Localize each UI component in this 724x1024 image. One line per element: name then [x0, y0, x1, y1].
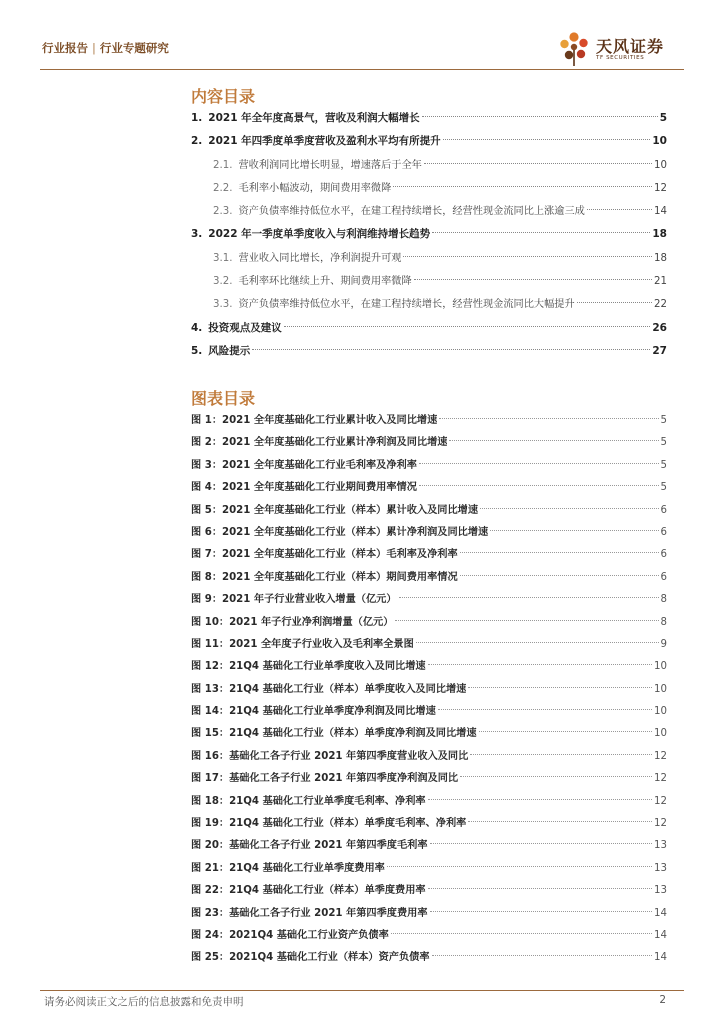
figure-leader-dots — [470, 754, 652, 755]
figure-leader-dots — [419, 485, 659, 486]
figure-item-title: 图 3：2021 全年度基础化工行业毛利率及净利率 — [191, 459, 417, 471]
figure-item-page: 10 — [654, 728, 667, 740]
figure-item-page: 10 — [654, 661, 667, 673]
figure-item-title: 图 10：2021 年子行业净利润增量（亿元） — [191, 616, 394, 628]
figure-item-title: 图 11：2021 全年度子行业收入及毛利率全景图 — [191, 638, 414, 650]
figure-item[interactable] — [191, 544, 667, 566]
toc-item-page: 18 — [654, 252, 667, 264]
toc-item[interactable] — [191, 130, 667, 153]
figure-item-title: 图 19：21Q4 基础化工行业（样本）单季度毛利率、净利率 — [191, 818, 467, 830]
toc-item-title: 营业收入同比增长，净利润提升可观 — [238, 252, 402, 264]
report-category — [42, 40, 169, 56]
page-number: 2 — [659, 994, 666, 1006]
figure-item[interactable] — [191, 835, 667, 857]
figure-item-title: 图 24：2021Q4 基础化工行业资产负债率 — [191, 929, 389, 941]
toc-item-page: 18 — [652, 228, 667, 241]
toc-item-title: 营收利润同比增长明显，增速落后于全年 — [238, 159, 422, 171]
figure-item-title: 图 20：基础化工各子行业 2021 年第四季度毛利率 — [191, 840, 428, 852]
toc-item[interactable] — [191, 223, 667, 246]
toc-leader-dots — [403, 256, 652, 257]
figure-leader-dots — [468, 687, 652, 688]
figure-item[interactable] — [191, 477, 667, 499]
figure-item-page: 5 — [660, 437, 667, 449]
toc-item[interactable] — [191, 270, 667, 293]
toc-item[interactable] — [191, 317, 667, 340]
figure-item-page: 13 — [654, 862, 667, 874]
toc-item-number: 2. — [191, 135, 203, 148]
figure-item[interactable] — [191, 567, 667, 589]
toc-item-page: 5 — [659, 112, 667, 124]
footer-disclaimer: 请务必阅读正文之后的信息披露和免责申明 — [44, 996, 244, 1008]
figure-item[interactable] — [191, 903, 667, 925]
figure-leader-dots — [430, 843, 652, 844]
figure-item-title: 图 14：21Q4 基础化工行业单季度净利润及同比增速 — [191, 706, 436, 718]
figure-item-page: 6 — [660, 504, 667, 516]
figure-item-page: 10 — [654, 706, 667, 718]
figure-item-page: 8 — [660, 594, 667, 606]
figure-leader-dots — [428, 664, 652, 665]
toc-leader-dots — [284, 326, 651, 327]
toc-title: 内容目录 — [191, 87, 256, 106]
toc-leader-dots — [393, 186, 652, 187]
figure-item-page: 10 — [654, 683, 667, 695]
figure-item-page: 14 — [654, 929, 667, 941]
figure-item[interactable] — [191, 791, 667, 813]
toc-item-number: 3.2. — [213, 276, 233, 288]
figure-item-title: 图 13：21Q4 基础化工行业（样本）单季度收入及同比增速 — [191, 683, 467, 695]
figure-item-title: 图 17：基础化工各子行业 2021 年第四季度净利润及同比 — [191, 773, 459, 785]
toc-item[interactable] — [191, 247, 667, 270]
figure-item[interactable] — [191, 455, 667, 477]
figure-leader-dots — [391, 933, 652, 934]
toc-item-number: 3.1. — [213, 252, 233, 264]
toc-item-page: 21 — [654, 276, 667, 288]
figure-item-page: 14 — [654, 907, 667, 919]
toc-item[interactable] — [191, 293, 667, 316]
toc-leader-dots — [432, 232, 650, 233]
figure-item-title: 图 1：2021 全年度基础化工行业累计收入及同比增速 — [191, 415, 438, 426]
figure-item-title: 图 21：21Q4 基础化工行业单季度费用率 — [191, 862, 385, 874]
figure-item[interactable] — [191, 634, 667, 656]
figure-item-title: 图 12：21Q4 基础化工行业单季度收入及同比增速 — [191, 661, 426, 673]
figure-item[interactable] — [191, 858, 667, 880]
figure-item-page: 13 — [654, 840, 667, 852]
figure-leader-dots — [395, 620, 658, 621]
figure-item-page: 8 — [660, 616, 667, 628]
figure-leader-dots — [438, 709, 652, 710]
figure-item-title: 图 23：基础化工各子行业 2021 年第四季度费用率 — [191, 907, 428, 919]
figure-leader-dots — [490, 530, 658, 531]
toc-item-page: 22 — [654, 299, 667, 311]
toc-item-page: 10 — [654, 159, 667, 171]
figure-item-page: 6 — [660, 549, 667, 561]
figure-item[interactable] — [191, 589, 667, 611]
figure-item[interactable] — [191, 432, 667, 454]
figure-item-page: 12 — [654, 773, 667, 785]
figure-item[interactable] — [191, 925, 667, 947]
toc-item-number: 3. — [191, 228, 203, 241]
toc-item-number: 1. — [191, 112, 203, 124]
figure-item-page: 5 — [660, 459, 667, 471]
figures-title: 图表目录 — [191, 389, 256, 408]
toc-item-number: 4. — [191, 321, 203, 334]
figure-item-page: 5 — [660, 415, 667, 426]
logo-flower-icon — [554, 28, 594, 68]
toc-item-page: 10 — [652, 135, 667, 148]
figure-item[interactable] — [191, 410, 667, 432]
toc-item-title: 2022 年一季度单季度收入与利润维持增长趋势 — [208, 228, 431, 241]
figure-item[interactable] — [191, 679, 667, 701]
report-subtype: 行业专题研究 — [99, 41, 169, 55]
figure-item[interactable] — [191, 522, 667, 544]
figure-item[interactable] — [191, 612, 667, 634]
figure-item-title: 图 5：2021 全年度基础化工行业（样本）累计收入及同比增速 — [191, 504, 479, 516]
figure-item-title: 图 8：2021 全年度基础化工行业（样本）期间费用率情况 — [191, 571, 458, 583]
toc-leader-dots — [577, 302, 652, 303]
toc-leader-dots — [422, 116, 658, 117]
figure-leader-dots — [432, 955, 652, 956]
figure-leader-dots — [449, 440, 658, 441]
toc-leader-dots — [587, 209, 652, 210]
figure-item-title: 图 16：基础化工各子行业 2021 年第四季度营业收入及同比 — [191, 750, 469, 762]
toc-item[interactable] — [191, 154, 667, 177]
logo-subtext: TF SECURITIES — [596, 55, 645, 61]
figure-leader-dots — [460, 552, 659, 553]
toc-item-number: 2.2. — [213, 182, 233, 194]
header-divider — [40, 69, 684, 70]
figure-item-title: 图 2：2021 全年度基础化工行业累计净利润及同比增速 — [191, 437, 448, 449]
toc-item-title: 毛利率环比继续上升、期间费用率微降 — [238, 276, 412, 288]
figure-item[interactable] — [191, 656, 667, 678]
toc-item-title: 投资观点及建议 — [208, 321, 282, 334]
figure-item-page: 14 — [654, 952, 667, 964]
logo-text: 天风证券 — [596, 37, 665, 56]
figures-list — [191, 410, 667, 970]
figure-item-title: 图 22：21Q4 基础化工行业（样本）单季度费用率 — [191, 885, 426, 897]
figure-item-title: 图 25：2021Q4 基础化工行业（样本）资产负债率 — [191, 952, 430, 964]
figure-item-page: 12 — [654, 795, 667, 807]
toc-item[interactable] — [191, 107, 667, 130]
toc-leader-dots — [443, 139, 651, 140]
toc-item-page: 26 — [652, 321, 667, 334]
toc-leader-dots — [252, 349, 650, 350]
toc-item-page: 14 — [654, 206, 667, 218]
toc-item[interactable] — [191, 340, 667, 363]
figure-item[interactable] — [191, 813, 667, 835]
toc-item-number: 2.1. — [213, 159, 233, 171]
toc-item-title: 资产负债率维持低位水平，在建工程持续增长，经营性现金流同比大幅提升 — [238, 299, 575, 311]
figure-item[interactable] — [191, 947, 667, 969]
figure-item-page: 12 — [654, 750, 667, 762]
toc-item-title: 资产负债率维持低位水平，在建工程持续增长，经营性现金流同比上涨逾三成 — [238, 206, 585, 218]
toc-leader-dots — [414, 279, 652, 280]
figure-leader-dots — [419, 463, 659, 464]
toc-list — [191, 107, 667, 363]
figure-leader-dots — [460, 776, 652, 777]
figure-item-title: 图 15：21Q4 基础化工行业（样本）单季度净利润及同比增速 — [191, 728, 477, 740]
figure-leader-dots — [439, 418, 658, 419]
toc-item-title: 毛利率小幅波动，期间费用率微降 — [238, 182, 392, 194]
figure-item[interactable] — [191, 500, 667, 522]
figure-item[interactable] — [191, 768, 667, 790]
figure-item-page: 6 — [660, 526, 667, 538]
figure-item-page: 9 — [660, 638, 667, 650]
figure-item-page: 12 — [654, 818, 667, 830]
figure-item[interactable] — [191, 746, 667, 768]
figure-leader-dots — [428, 888, 652, 889]
figure-leader-dots — [387, 866, 652, 867]
report-type: 行业报告 — [42, 41, 88, 55]
figure-leader-dots — [468, 821, 652, 822]
figure-leader-dots — [480, 508, 658, 509]
figure-leader-dots — [416, 642, 659, 643]
figure-item[interactable] — [191, 723, 667, 745]
figure-leader-dots — [479, 731, 653, 732]
toc-item-page: 27 — [652, 344, 667, 357]
figure-item-page: 6 — [660, 571, 667, 583]
header-separator: | — [92, 41, 96, 55]
toc-item-title: 2021 年全年度高景气，营收及利润大幅增长 — [208, 112, 420, 124]
figure-leader-dots — [399, 597, 659, 598]
figure-item-title: 图 6：2021 全年度基础化工行业（样本）累计净利润及同比增速 — [191, 526, 489, 538]
figure-item[interactable] — [191, 701, 667, 723]
figure-item[interactable] — [191, 880, 667, 902]
toc-item-number: 2.3. — [213, 206, 233, 218]
figure-item-title: 图 9：2021 年子行业营业收入增量（亿元） — [191, 594, 397, 606]
figure-item-title: 图 18：21Q4 基础化工行业单季度毛利率、净利率 — [191, 795, 426, 807]
toc-item-title: 2021 年四季度单季度营收及盈利水平均有所提升 — [208, 135, 441, 148]
toc-leader-dots — [424, 163, 652, 164]
toc-item[interactable] — [191, 200, 667, 223]
page-header — [40, 28, 684, 68]
figure-leader-dots — [430, 911, 652, 912]
figure-item-page: 13 — [654, 885, 667, 897]
toc-item-page: 12 — [654, 182, 667, 194]
figure-item-title: 图 4：2021 全年度基础化工行业期间费用率情况 — [191, 482, 417, 494]
figure-leader-dots — [460, 575, 659, 576]
figure-leader-dots — [428, 799, 652, 800]
company-logo — [554, 28, 684, 68]
toc-item-number: 5. — [191, 344, 203, 357]
figure-item-title: 图 7：2021 全年度基础化工行业（样本）毛利率及净利率 — [191, 549, 458, 561]
figure-item-page: 5 — [660, 482, 667, 494]
toc-item[interactable] — [191, 177, 667, 200]
toc-item-title: 风险提示 — [208, 344, 251, 357]
footer-divider — [40, 990, 684, 991]
toc-item-number: 3.3. — [213, 299, 233, 311]
